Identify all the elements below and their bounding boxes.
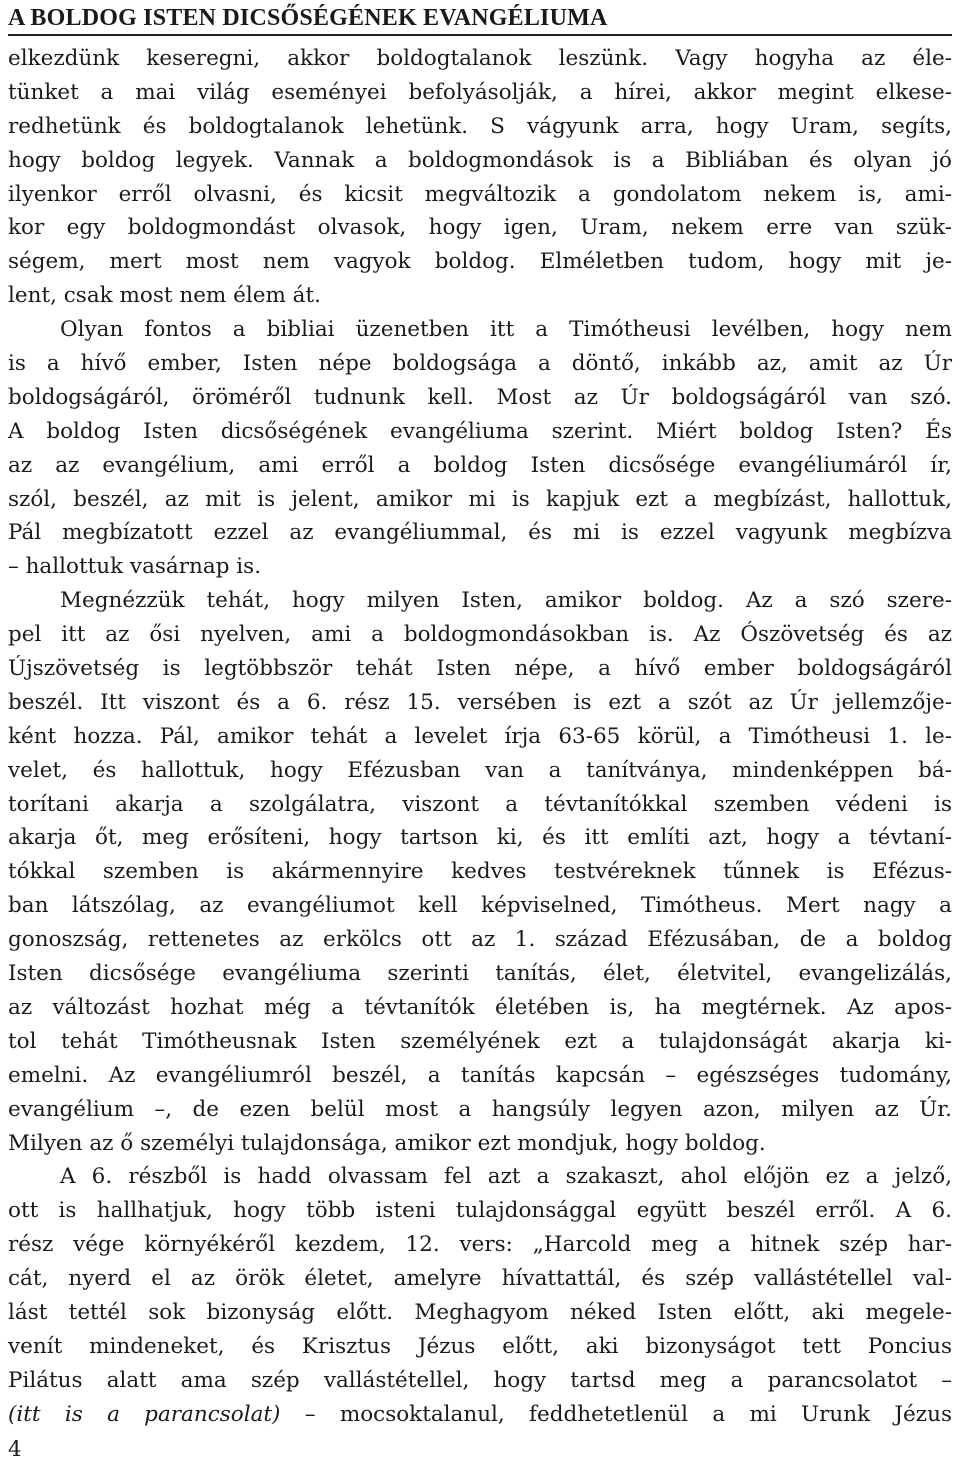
text-line: evangélium –, de ezen belül most a hangsúly legyen azon, milyen az Úr. (8, 1096, 952, 1122)
text-line-final (8, 1398, 952, 1432)
text-line: Milyen az ő személyi tulajdonsága, amikor ezt mondjuk, hogy boldog. (8, 1130, 766, 1156)
text-line: ként hozza. Pál, amikor tehát a levelet írja 63-65 körül, a Timótheusi 1. le- (8, 723, 952, 749)
text-line: lent, csak most nem élem át. (8, 283, 321, 309)
text-line-final-rest: – mocsoktalanul, feddhetetlenül a mi Urunk Jézus (304, 1401, 952, 1427)
text-line: tókkal szemben is akármennyire kedves testvéreknek tűnnek is Efézus- (8, 859, 952, 885)
body-text (8, 42, 952, 1432)
text-line: ban látszólag, az evangéliumot kell képviselned, Timótheus. Mert nagy a (8, 893, 952, 919)
text-line: redhetünk és boldogtalanok lehetünk. S vágyunk arra, hogy Uram, segíts, (8, 113, 952, 139)
text-line: lást tettél sok bizonyság előtt. Meghagyom néked Isten előtt, aki megele- (8, 1299, 952, 1325)
page-number: 4 (8, 1437, 22, 1462)
text-line: gonoszság, rettenetes az erkölcs ott az 1. század Efézusában, de a boldog (8, 927, 952, 953)
text-line: elkezdünk keseregni, akkor boldogtalanok leszünk. Vagy hogyha az éle- (8, 46, 952, 71)
text-line: az az evangélium, ami erről a boldog Isten dicsősége evangéliumáról ír, (8, 452, 952, 478)
text-line: akarja őt, meg erősíteni, hogy tartson ki, és itt említi azt, hogy a tévtaní- (8, 825, 952, 851)
text-line: emelni. Az evangéliumról beszél, a tanítás kapcsán – egészséges tudomány, (8, 1062, 952, 1088)
text-line: Újszövetség is legtöbbször tehát Isten népe, a hívő ember boldogságáról (8, 656, 952, 682)
running-header (8, 2, 952, 36)
text-line: ott is hallhatjuk, hogy több isteni tulajdonsággal együtt beszél erről. A 6. (8, 1198, 952, 1224)
text-line: Megnézzük tehát, hogy milyen Isten, amikor boldog. Az a szó szere- (60, 588, 952, 614)
italic-aside: (itt is a parancsolat) (8, 1401, 281, 1427)
text-line: tol tehát Timótheusnak Isten személyének ezt a tulajdonságát akarja ki- (8, 1028, 952, 1054)
text-line: tünket a mai világ eseményei befolyásolják, a hírei, akkor megint elkese- (8, 79, 952, 105)
text-line: boldogságáról, öröméről tudnunk kell. Most az Úr boldogságáról van szó. (8, 384, 952, 410)
text-line: Pilátus alatt ama szép vallástétellel, hogy tartsd meg a parancsolatot – (8, 1367, 952, 1393)
text-line: ilyenkor erről olvasni, és kicsit megváltozik a gondolatom nekem is, ami- (8, 181, 952, 207)
text-line: hogy boldog legyek. Vannak a boldogmondások is a Bibliában és olyan jó (8, 147, 952, 173)
text-line: Pál megbízatott ezzel az evangéliummal, és mi is ezzel vagyunk megbízva (8, 520, 952, 546)
text-line: venít mindeneket, és Krisztus Jézus előtt, aki bizonyságot tett Poncius (8, 1333, 952, 1359)
text-line: szól, beszél, az mit is jelent, amikor mi is kapjuk ezt a megbízást, hallottuk, (8, 486, 952, 512)
text-line: ségem, mert most nem vagyok boldog. Elméletben tudom, hogy mit je- (8, 249, 952, 275)
text-line: A 6. részből is hadd olvassam fel azt a szakaszt, ahol előjön ez a jelző, (60, 1164, 952, 1190)
text-line: velet, és hallottuk, hogy Efézusban van a tanítványa, mindenképpen bá- (8, 757, 952, 783)
text-line: rész vége környékéről kezdem, 12. vers: „Harcold meg a hitnek szép har- (8, 1232, 952, 1258)
text-line: Isten dicsősége evangéliuma szerinti tanítás, élet, életvitel, evangelizálás, (8, 961, 952, 987)
text-line: is a hívő ember, Isten népe boldogsága a döntő, inkább az, amit az Úr (8, 351, 952, 377)
text-line: kor egy boldogmondást olvasok, hogy igen, Uram, nekem erre van szük- (8, 215, 952, 241)
text-line: Olyan fontos a bibliai üzenetben itt a Timótheusi levélben, hogy nem (60, 317, 952, 343)
text-line: torítani akarja a szolgálatra, viszont a tévtanítókkal szemben védeni is (8, 791, 952, 817)
text-line: beszél. Itt viszont és a 6. rész 15. versében is ezt a szót az Úr jellemzője- (8, 689, 952, 715)
text-line: A boldog Isten dicsőségének evangéliuma szerint. Miért boldog Isten? És (8, 418, 952, 444)
running-header-title: A BOLDOG ISTEN DICSŐSÉGÉNEK EVANGÉLIUMA (8, 5, 608, 31)
text-line: cát, nyerd el az örök életet, amelyre hívattattál, és szép vallástétellel val- (8, 1266, 952, 1292)
text-line: az változást hozhat még a tévtanítók életében is, ha megtérnek. Az apos- (8, 994, 952, 1020)
text-line: – hallottuk vasárnap is. (8, 554, 262, 580)
text-line: pel itt az ősi nyelven, ami a boldogmondásokban is. Az Ószövetség és az (8, 622, 952, 648)
